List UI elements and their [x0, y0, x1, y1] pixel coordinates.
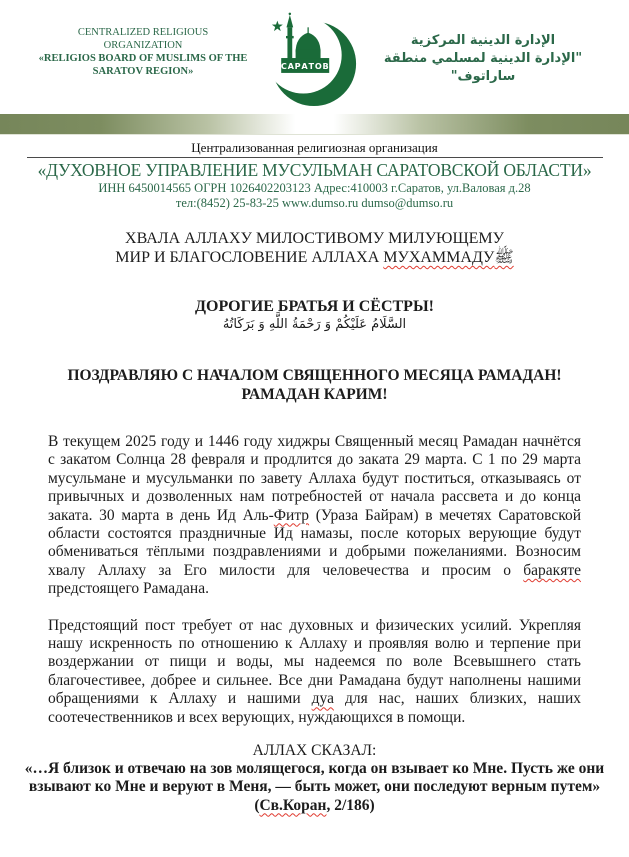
praise-heading [0, 229, 629, 267]
org-en-line4: SARATOV REGION» [92, 66, 194, 77]
org-type-line: Централизованная религиозная организация [191, 140, 438, 155]
misspelled-word: баракяте [523, 561, 581, 579]
misspelled-word: МУХАММАДУﷺ [383, 249, 514, 266]
misspelled-word: Св.Коран [259, 796, 327, 814]
congrats-heading [0, 366, 629, 404]
org-name-english [34, 8, 252, 78]
quran-quote [18, 760, 611, 815]
letterhead [0, 0, 629, 108]
text-run: «…Я близок и отвечаю на зов молящегося, когда он взывает ко Мне. Пусть же они взывают ко Мне и веруют в Меня, — быть может, они последуют верным путем» ( [24, 760, 605, 814]
body-paragraph-2 [48, 617, 581, 727]
praise-line1: ХВАЛА АЛЛАХУ МИЛОСТИВОМУ МИЛУЮЩЕМУ [125, 230, 504, 247]
gradient-divider [0, 114, 629, 135]
praise-line2 [0, 248, 629, 267]
salam-arabic-line: السَّلَامُ عَلَيْكُمْ وَ رَحْمَةُ اللَّهِ وَ بَرَكَاتُهُ [222, 317, 407, 332]
org-ar-line2: "الإدارة الدينية لمسلمي منطقة ساراتوف" [383, 51, 583, 84]
org-en-line2: ORGANIZATION [103, 40, 183, 51]
header-rule [27, 157, 603, 158]
congrats-line2: РАМАДАН КАРИМ! [241, 386, 388, 403]
org-en-line1: CENTRALIZED RELIGIOUS [77, 27, 209, 38]
org-title-russian: «ДУХОВНОЕ УПРАВЛЕНИЕ МУСУЛЬМАН САРАТОВСКОЙ ОБЛАСТИ» [37, 160, 592, 180]
body-paragraph-1 [48, 433, 581, 599]
allah-said-heading: АЛЛАХ СКАЗАЛ: [252, 742, 377, 760]
misspelled-word: Фитр [273, 506, 310, 524]
text-run: МИР И БЛАГОСЛОВЕНИЕ АЛЛАХА [115, 249, 384, 266]
text-run: предстоящего Рамадана. [48, 580, 209, 598]
org-details-contacts: тел:(8452) 25-83-25 www.dumso.ru dumso@dumso.ru [175, 196, 454, 210]
misspelled-word: дуа [311, 690, 334, 708]
org-details-inn: ИНН 6450014565 ОГРН 1026402203123 Адрес:410003 г.Саратов, ул.Валовая д.28 [98, 181, 531, 195]
text-run: , 2/186) [326, 796, 375, 814]
org-name-arabic [367, 8, 599, 86]
crescent-mosque-logo-icon [262, 8, 358, 110]
text-run: для нас, наших близких, наших соотечественников и всех верующих, нуждающихся в помощи. [48, 690, 581, 726]
org-ar-line1: الإدارة الدينية المركزية [410, 33, 556, 48]
org-en-line3: «RELIGIOS BOARD OF MUSLIMS OF THE [38, 53, 248, 64]
brothers-heading: ДОРОГИЕ БРАТЬЯ И СЁСТРЫ! [195, 298, 434, 315]
text-run: Предстоящий пост требует от нас духовных и физических усилий. Укрепляя нашу искренность по отношению к Аллаху и проявляя волю и терпение при воздержании от пищи и воды, мы надеемся по воле Всевышнего стать благочестивее, добрее и сильнее. Все дни Рамадана будут наполнены нашими обращениями к Аллаху и нашими [48, 616, 581, 708]
congrats-line1: ПОЗДРАВЛЯЮ С НАЧАЛОМ СВЯЩЕННОГО МЕСЯЦА РАМАДАН! [67, 367, 562, 384]
text-run: (Ураза Байрам) в мечетях Саратовской области состоятся праздничные Ид намазы, после которых верующие будут обмениваться тёплыми поздравлениями и добрыми пожеланиями. Возносим хвалу Аллаху за Его милости для человечества и просим о [48, 506, 581, 579]
logo-city-label: САРАТОВ [280, 61, 330, 72]
crescent-mosque-logo [262, 8, 358, 115]
text-run: В текущем 2025 году и 1446 году хиджры Священный месяц Рамадан начнётся с закатом Солнца 28 февраля и продлится до заката 29 марта. С 1 по 29 марта мусульмане и мусульманки по завету Аллаха будут поститься, отказываясь от привычных и дозволенных нам потребностей от начала рассвета и до конца заката. 30 марта в день Ид Аль- [48, 433, 581, 524]
